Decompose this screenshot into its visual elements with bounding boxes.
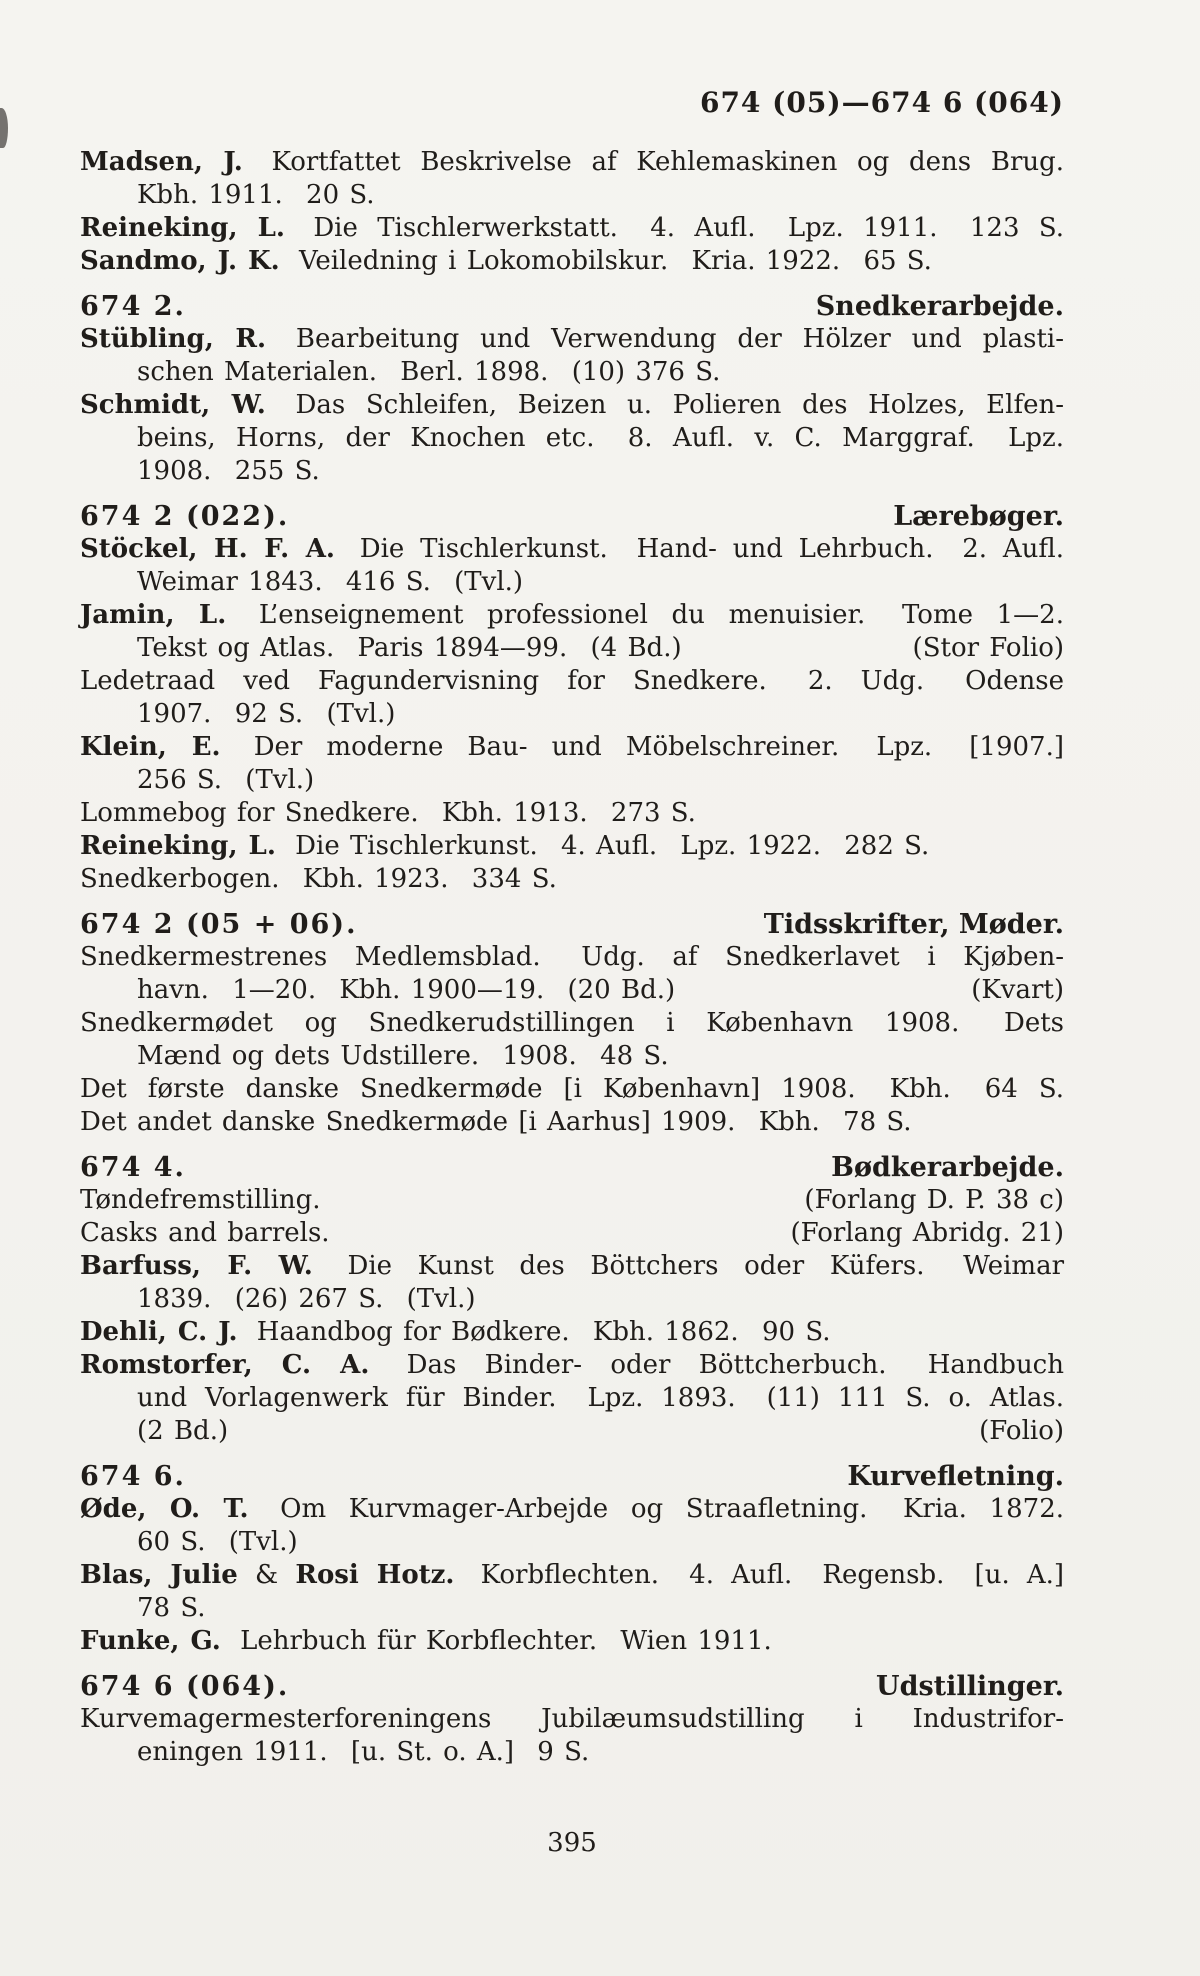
entry-text: Veiledning i Lokomobilskur. Kria. 1922. 65 S. [298,246,932,276]
entry-line: Kurvemagermesterforeningens Jubilæumsudstilling i Industrifor- [80,1704,1064,1734]
entry-text: Om Kurvmager-Arbejde og Straafletning. Kria. 1872. [280,1494,1064,1524]
entry-line: 60 S. (Tvl.) [137,1527,298,1557]
section [80,500,1064,896]
entry-line [80,1559,1064,1592]
entry-text: Kortfattet Beskrivelse af Kehlemaskinen og dens Brug. [271,147,1065,177]
entry-line: 78 S. [137,1593,206,1623]
entry-line: Mænd og dets Udstillere. 1908. 48 S. [137,1041,669,1071]
ink-speck [0,108,8,148]
entry-note-right: (Kvart) [971,975,1064,1005]
entry-line [80,1217,1064,1250]
author-name: Øde, O. T. [80,1494,249,1524]
section-code: 674 2 (05 + 06). [80,909,358,940]
author-name: Madsen, J. [80,147,243,177]
entry-text: Bearbeitung und Verwendung der Hölzer und plasti- [295,324,1065,354]
section-heading [80,290,1064,323]
entry-note-right: (Stor Folio) [912,633,1064,663]
entry-line [80,1184,1064,1217]
entry-line [80,212,1064,245]
section-heading [80,500,1064,533]
entry-line: eningen 1911. [u. St. o. A.] 9 S. [137,1737,590,1767]
entry-line [80,830,1064,863]
entry-line [80,1316,1064,1349]
entry-line: Kbh. 1911. 20 S. [137,180,375,210]
section [80,1670,1064,1769]
author-name: Reineking, L. [80,213,285,243]
entry-text: Die Kunst des Böttchers oder Küfers. Weimar [347,1251,1064,1281]
entry-line: 1908. 255 S. [137,456,320,486]
section-heading [80,1670,1064,1703]
entry-text: havn. 1—20. Kbh. 1900—19. (20 Bd.) [137,975,676,1005]
entry-line: Snedkerbogen. Kbh. 1923. 334 S. [80,864,557,894]
entry-line [80,632,1064,665]
entry-line: Weimar 1843. 416 S. (Tvl.) [137,567,524,597]
entry-line [80,1349,1064,1382]
entry-text: Das Binder- oder Böttcherbuch. Handbuch [406,1350,1064,1380]
entry-line [80,1625,1064,1658]
author-name: Stübling, R. [80,324,267,354]
author-name: Jamin, L. [80,600,227,630]
section-code: 674 2. [80,291,186,322]
section [80,1151,1064,1448]
entry-text: Der moderne Bau- und Möbelschreiner. Lpz. [1907.] [253,732,1064,762]
entry-line [80,389,1064,422]
section [80,290,1064,488]
author-name: Blas, Julie [80,1560,238,1590]
entry-line: Snedkermestrenes Medlemsblad. Udg. af Snedkerlavet i Kjøben- [80,942,1064,972]
section-topic: Kurvefletning. [847,1461,1064,1492]
entry-line [80,323,1064,356]
author-name: Stöckel, H. F. A. [80,534,335,564]
entry-note-right: (Folio) [979,1416,1064,1446]
entry-text: Das Schleifen, Beizen u. Polieren des Holzes, Elfen- [295,390,1064,420]
entry-line: Snedkermødet og Snedkerudstillingen i København 1908. Dets [80,1008,1064,1038]
author-name: Rosi Hotz. [295,1560,455,1590]
section [80,908,1064,1139]
section-topic: Tidsskrifter, Møder. [763,909,1064,940]
entry-text: Die Tischlerkunst. 4. Aufl. Lpz. 1922. 282 S. [295,831,930,861]
entry-line [80,1415,1064,1448]
author-name: Romstorfer, C. A. [80,1350,370,1380]
section-heading [80,1151,1064,1184]
entry-line: und Vorlagenwerk für Binder. Lpz. 1893. (11) 111 S. o. Atlas. [137,1383,1064,1413]
entry-line: Lommebog for Snedkere. Kbh. 1913. 273 S. [80,798,696,828]
author-name: Klein, E. [80,732,221,762]
entry-line [80,731,1064,764]
section-code: 674 4. [80,1152,186,1183]
author-name: Sandmo, J. K. [80,246,280,276]
entry-text: (2 Bd.) [137,1416,229,1446]
running-header: 674 (05)—674 6 (064) [699,86,1064,119]
author-name: Schmidt, W. [80,390,266,420]
entry-line: 256 S. (Tvl.) [137,765,315,795]
entry-line [80,1493,1064,1526]
entry-line: schen Materialen. Berl. 1898. (10) 376 S. [137,357,721,387]
page-content [80,86,1064,1860]
entry-line [80,974,1064,1007]
section-topic: Snedkerarbejde. [815,291,1064,322]
entry-line [80,1250,1064,1283]
entry-line [80,533,1064,566]
entry-text: Korbflechten. 4. Aufl. Regensb. [u. A.] [480,1560,1065,1590]
entry-text: Tøndefremstilling. [80,1185,321,1215]
entry-line [80,599,1064,632]
entry-line: 1907. 92 S. (Tvl.) [137,699,396,729]
entry-line [80,146,1064,179]
author-name: Funke, G. [80,1626,221,1656]
entry-note-right: (Forlang Abridg. 21) [790,1218,1064,1248]
entry-text: Lehrbuch für Korbflechter. Wien 1911. [240,1626,772,1656]
page-number: 395 [547,1828,597,1858]
section [80,1460,1064,1658]
section-code: 674 6 (064). [80,1671,290,1702]
section-topic: Lærebøger. [893,501,1064,532]
section [80,146,1064,278]
entry-note-right: (Forlang D. P. 38 c) [804,1185,1064,1215]
entry-text: Haandbog for Bødkere. Kbh. 1862. 90 S. [256,1317,831,1347]
entry-text: L’enseignement professionel du menuisier. Tome 1—2. [258,600,1064,630]
entry-text: Die Tischlerkunst. Hand- und Lehrbuch. 2. Aufl. [359,534,1064,564]
section-heading [80,908,1064,941]
entry-line: beins, Horns, der Knochen etc. 8. Aufl. v. C. Marggraf. Lpz. [137,423,1064,453]
author-name: Dehli, C. J. [80,1317,238,1347]
entry-line: Det andet danske Snedkermøde [i Aarhus] 1909. Kbh. 78 S. [80,1107,912,1137]
ampersand: & [255,1560,279,1590]
entry-line: 1839. (26) 267 S. (Tvl.) [137,1284,476,1314]
entry-text: Die Tischlerwerkstatt. 4. Aufl. Lpz. 1911. 123 S. [313,213,1064,243]
section-topic: Bødkerarbejde. [831,1152,1064,1183]
entry-line: Ledetraad ved Fagundervisning for Snedkere. 2. Udg. Odense [80,666,1064,696]
entry-text: Casks and barrels. [80,1218,330,1248]
section-topic: Udstillinger. [876,1671,1064,1702]
section-code: 674 6. [80,1461,186,1492]
author-name: Barfuss, F. W. [80,1251,313,1281]
author-name: Reineking, L. [80,831,276,861]
entry-text: Tekst og Atlas. Paris 1894—99. (4 Bd.) [137,633,682,663]
entry-line [80,245,1064,278]
entry-line: Det første danske Snedkermøde [i København] 1908. Kbh. 64 S. [80,1074,1064,1104]
section-code: 674 2 (022). [80,501,290,532]
section-heading [80,1460,1064,1493]
